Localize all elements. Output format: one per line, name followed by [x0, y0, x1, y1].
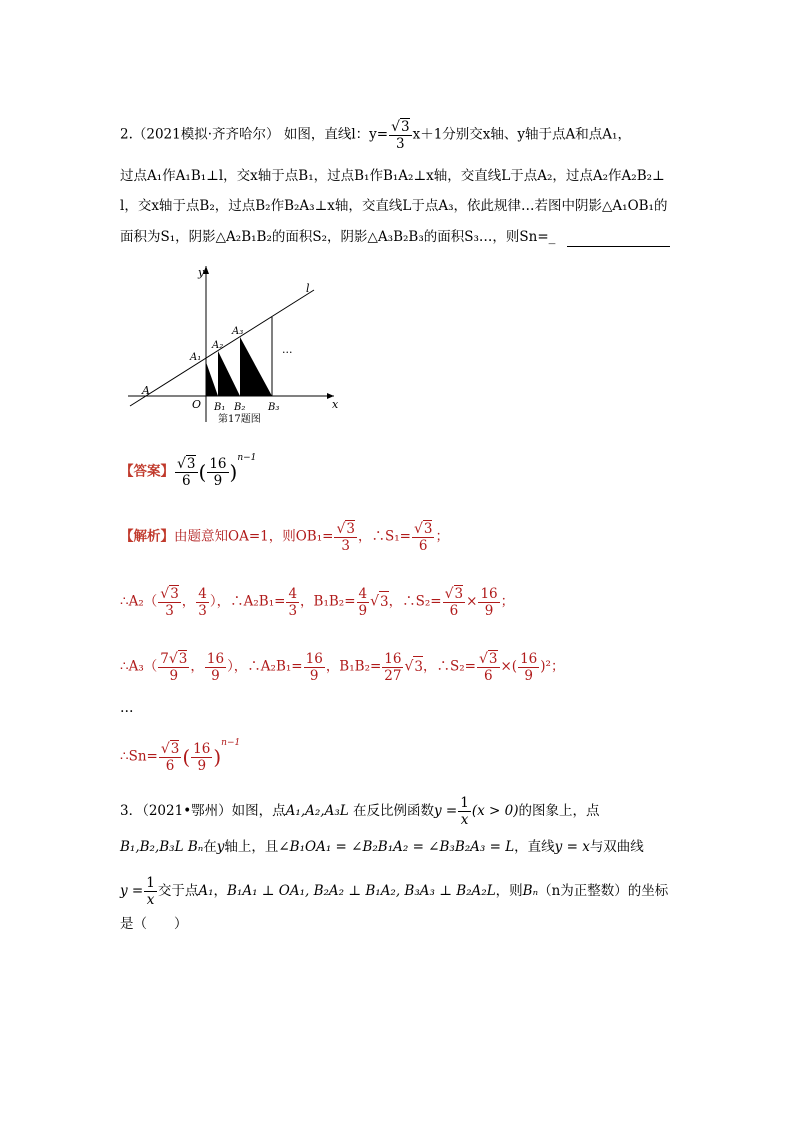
analysis-l1-b: ，∴S₁= — [357, 528, 411, 545]
q2-line-1 — [120, 118, 631, 152]
analysis-l3-f: ×( — [500, 658, 518, 675]
q3-l3-e: B₁A₁ ⊥ OA₁, B₂A₂ ⊥ B₁A₂, B₃A₃ ⊥ B₂A₂L — [227, 883, 496, 899]
numerator: 16 — [480, 585, 498, 602]
analysis-label: 【解析】 — [120, 528, 174, 545]
numerator: 3 — [186, 456, 196, 472]
q3-l2-h: 与双曲线 — [589, 839, 644, 855]
q3-l2-a: B₁,B₂,B₃L Bₙ — [120, 839, 204, 855]
denominator: 9 — [309, 667, 319, 684]
sn-exponent: n−1 — [221, 738, 241, 748]
geometry-figure — [124, 262, 354, 432]
analysis-l2-e: ，∴S₂= — [388, 593, 442, 610]
denominator: 9 — [169, 668, 179, 684]
answer-line: 【答案】 $\frac{√3}{6}$ ( $\frac{16}{9}$ )$^{n-1}$ — [120, 453, 257, 489]
label-dots: ··· — [282, 346, 293, 359]
q3-l2-b: 在 — [203, 839, 217, 855]
frac-4-3 — [286, 586, 299, 619]
denominator: 9 — [197, 757, 207, 774]
q3-l3-c: A₁ — [198, 883, 214, 899]
analysis-l2-b: ， — [181, 593, 196, 610]
analysis-l5-a: ∴Sn= — [120, 748, 158, 765]
sqrt-3: 3 — [379, 591, 389, 612]
denominator: 6 — [181, 473, 191, 489]
fraction-sqrt3-over-3: $\frac{√3}{3}$ — [391, 119, 410, 152]
numerator: 16 — [305, 650, 323, 667]
label-b2: B₂ — [234, 402, 246, 413]
frac-16-27 — [382, 651, 403, 684]
analysis-l2-a: ∴A₂（ — [120, 593, 158, 610]
numerator: 4 — [358, 585, 368, 602]
q3-line-4: 是（ ） — [120, 916, 188, 932]
numerator: 3 — [170, 586, 179, 602]
q3-l3-d: ， — [213, 883, 227, 899]
numerator: 16 — [206, 650, 225, 667]
q2-line4-text: 面积为S₁，阴影△A₂B₁B₂的面积S₂，阴影△A₃B₂B₃的面积S₃…，则Sn=_ — [120, 229, 556, 245]
denominator: 3 — [288, 602, 298, 619]
label-a2: A₂ — [212, 340, 224, 351]
fraction-sqrt3-over-6: $\frac{√3}{6}$ — [177, 456, 196, 489]
q3-line-1 — [120, 795, 599, 828]
analysis-l3-e: ，∴S₂= — [423, 658, 476, 675]
denominator: 9 — [358, 602, 368, 619]
analysis-line-2: ∴A₂（ $\frac{√3}{3}$ ， $\frac{4}{3}$ ），∴A₂B₁= $\frac{4}{3}$ ，B₁B₂= $\frac{4}{9}$ √3，∴S₂= $\frac{√3}{6}$ × $\frac{16}{9}$ ； — [120, 585, 515, 619]
denominator: 3 — [341, 538, 350, 554]
label-b1: B₁ — [214, 402, 226, 413]
analysis-l2-f: × — [466, 593, 478, 610]
answer-label: 【答案】 — [120, 463, 174, 480]
label-l: l — [306, 282, 310, 295]
analysis-l3-a: ∴A₃（ — [120, 658, 158, 675]
label-x: x — [332, 398, 339, 411]
coefficient: 7 — [160, 651, 169, 667]
numerator: 16 — [520, 650, 538, 667]
analysis-l1-a: 由题意知OA=1，则OB₁= — [174, 528, 334, 545]
frac-sqrt3-6: $\frac{√3}{6}$ — [413, 521, 433, 554]
q3-l2-d: 轴上，且 — [224, 839, 279, 855]
denominator: 9 — [213, 472, 223, 489]
analysis-l2-d: ，B₁B₂= — [300, 593, 356, 610]
q3-l3-f: ，则 — [495, 883, 523, 899]
shaded-triangle-2 — [218, 351, 240, 396]
q3-l1-e: (x > 0) — [471, 803, 519, 819]
analysis-line-1 — [120, 520, 449, 554]
analysis-line-3: ∴A₃（ $\frac{7√3}{9}$ ， $\frac{16}{9}$ ），∴A₂B₁= $\frac{16}{9}$ ，B₁B₂= $\frac{16}{27}$ √3，∴S₂= $\frac{√3}{6}$ ×( $\frac{16}{9}$ )²； — [120, 650, 565, 684]
denominator: 3 — [396, 136, 405, 152]
frac-16-9 — [478, 586, 499, 619]
frac-1-x — [458, 795, 471, 828]
denominator: 6 — [418, 538, 428, 554]
answer-blank — [567, 232, 670, 247]
analysis-l3-g: )²； — [540, 658, 565, 675]
fraction-16-over-9 — [207, 456, 228, 489]
denominator: x — [146, 892, 155, 908]
q3-l2-f: ，直线 — [514, 839, 555, 855]
denominator: 6 — [483, 668, 493, 684]
numerator: 3 — [346, 521, 355, 537]
numerator: 4 — [288, 585, 298, 602]
q2-line-3: l，交x轴于点B₂，过点B₂作B₂A₃⊥x轴，交直线L于点A₃，依此规律…若图中阴影△A₁OB₁的 — [120, 198, 668, 214]
numerator: 3 — [170, 741, 180, 757]
frac-sqrt3-6: $\frac{√3}{6}$ — [444, 586, 464, 619]
numerator: 1 — [146, 875, 155, 891]
denominator: 3 — [165, 603, 174, 619]
frac-sqrt3-6: $\frac{√3}{6}$ — [160, 741, 180, 774]
numerator: 3 — [423, 521, 433, 537]
frac-4-9 — [357, 586, 370, 619]
ellipsis-line: … — [120, 700, 134, 716]
answer-exponent: n−1 — [237, 453, 257, 463]
denominator: 9 — [484, 602, 494, 619]
numerator: 16 — [193, 740, 211, 757]
numerator: 3 — [178, 651, 188, 667]
analysis-l3-d: ，B₁B₂= — [325, 658, 382, 675]
q3-l1-b: A₁,A₂,A₃L — [285, 803, 349, 819]
q3-l1-c: 在反比例函数 — [348, 803, 434, 819]
q3-l3-g: Bₙ — [522, 883, 539, 899]
label-y: y — [198, 266, 205, 279]
numerator: 4 — [198, 585, 207, 602]
numerator: 3 — [488, 651, 498, 667]
numerator: 16 — [384, 650, 402, 667]
q3-l1-a: 3．（2021•鄂州）如图，点 — [120, 803, 286, 819]
q3-l3-a: y = — [120, 883, 144, 899]
q3-l2-e: ∠B₁OA₁ = ∠B₂B₁A₂ = ∠B₃B₂A₃ = L — [278, 839, 515, 855]
analysis-l3-c: ），∴A₂B₁= — [227, 658, 303, 675]
frac-16-9 — [205, 651, 226, 684]
frac-sqrt3-6: $\frac{√3}{6}$ — [478, 651, 498, 684]
denominator: 6 — [165, 758, 175, 774]
sqrt-3: 3 — [413, 656, 423, 677]
q3-l1-d: y = — [434, 803, 458, 819]
analysis-l3-b: ， — [190, 658, 204, 675]
frac-sqrt3-3: $\frac{√3}{3}$ — [160, 586, 179, 619]
frac-4-3 — [196, 586, 209, 619]
q3-line-3 — [120, 875, 668, 908]
label-a1: A₁ — [190, 352, 202, 363]
frac-16-9 — [191, 741, 212, 774]
numerator: 1 — [460, 795, 469, 811]
q3-l2-g: y = x — [554, 839, 590, 855]
denominator: 6 — [449, 603, 459, 619]
q3-l3-h: （n为正整数）的坐标 — [538, 883, 669, 899]
denominator: 9 — [211, 667, 220, 684]
numerator: 3 — [454, 586, 464, 602]
shaded-triangle-3 — [240, 337, 272, 396]
analysis-line-5: ∴Sn= $\frac{√3}{6}$ ( $\frac{16}{9}$ )$^{n-1}$ — [120, 738, 241, 774]
label-a: A — [142, 384, 150, 397]
analysis-l2-c: ），∴A₂B₁= — [209, 593, 286, 610]
denominator: 3 — [198, 602, 207, 619]
label-a3: A₃ — [232, 326, 244, 337]
frac-sqrt3-3: $\frac{√3}{3}$ — [336, 521, 355, 554]
shaded-triangle-1 — [206, 362, 218, 396]
figure-caption: 第17题图 — [218, 414, 261, 425]
denominator: 9 — [524, 667, 533, 684]
denominator: 27 — [384, 667, 402, 684]
q3-l3-b: 交于点 — [157, 883, 199, 899]
numerator: 16 — [209, 455, 227, 472]
frac-16-9 — [304, 651, 325, 684]
denominator: x — [460, 812, 469, 828]
q3-line-2 — [120, 837, 644, 857]
frac-7sqrt3-9: $\frac{7√3}{9}$ — [160, 651, 188, 684]
numerator: 3 — [401, 119, 410, 135]
q2-line-2: 过点A₁作A₁B₁⊥l，交x轴于点B₁，过点B₁作B₁A₂⊥x轴，交直线L于点A₂，过点A₂作A₂B₂⊥ — [120, 168, 665, 184]
q2-line1-prefix: 2.（2021模拟·齐齐哈尔） 如图，直线l：y= — [120, 126, 389, 143]
label-b3: B₃ — [268, 402, 280, 413]
frac-16-9 — [518, 651, 539, 684]
q2-line-4 — [120, 227, 670, 247]
analysis-l1-c: ； — [435, 528, 449, 545]
q2-line1-suffix: x＋1分别交x轴、y轴于点A和点A₁， — [412, 126, 631, 143]
q3-l2-c: y — [216, 839, 225, 855]
label-o: O — [192, 398, 202, 411]
analysis-l2-g: ； — [500, 593, 515, 610]
frac-1-x — [144, 875, 157, 908]
q3-l1-f: 的图象上，点 — [518, 803, 600, 819]
